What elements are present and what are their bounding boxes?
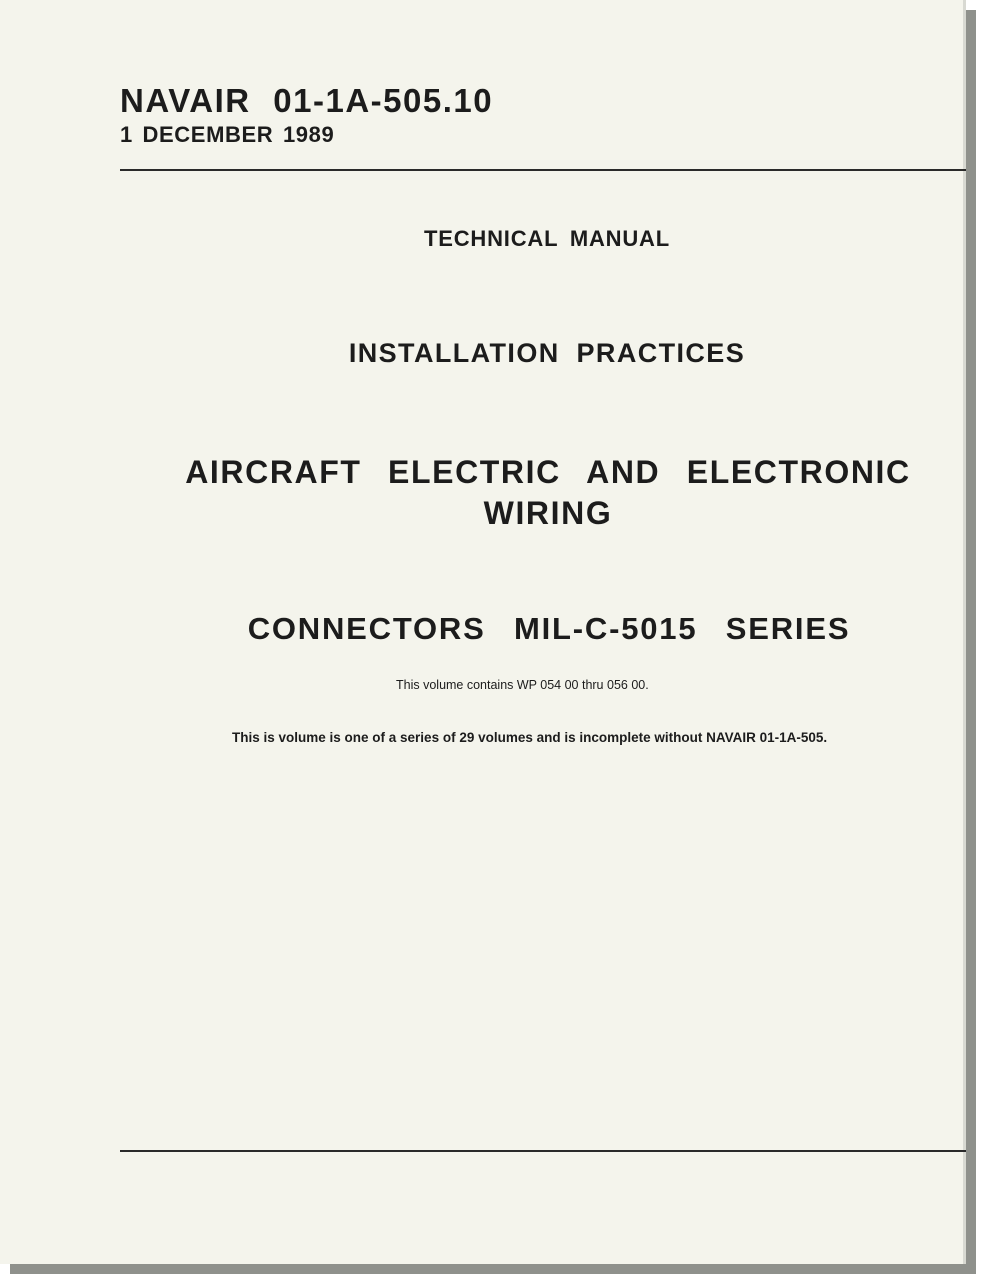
series-heading: CONNECTORS MIL-C-5015 SERIES: [247, 611, 851, 646]
manual-type-heading: TECHNICAL MANUAL: [424, 226, 670, 251]
volume-series-note: This is volume is one of a series of 29 volumes and is incomplete without NAVAIR 01-1A-505.: [232, 730, 828, 745]
document-date: 1 DECEMBER 1989: [120, 122, 335, 147]
volume-contents-note: This volume contains WP 054 00 thru 056 00.: [396, 678, 649, 692]
top-divider: [120, 169, 966, 171]
main-title: [0, 452, 982, 534]
main-title-line-2: WIRING: [483, 495, 613, 531]
main-title-line-1: AIRCRAFT ELECTRIC AND ELECTRONIC: [185, 454, 911, 490]
subject-heading: INSTALLATION PRACTICES: [348, 338, 746, 368]
document-number: NAVAIR 01-1A-505.10: [120, 82, 494, 119]
bottom-divider: [120, 1150, 966, 1152]
